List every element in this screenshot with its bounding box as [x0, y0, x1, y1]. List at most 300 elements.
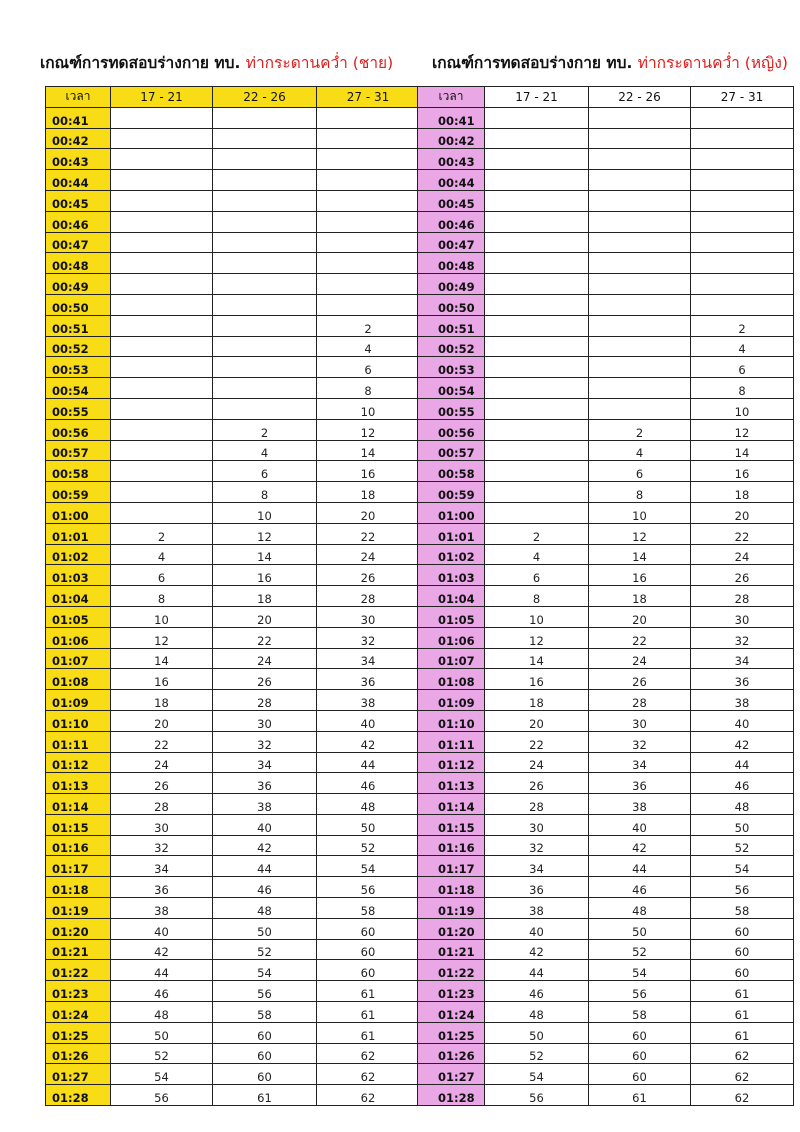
female-table-row — [418, 669, 794, 690]
female-score-cell: 28 — [589, 690, 691, 711]
female-score-cell: 40 — [691, 710, 794, 731]
male-score-cell — [111, 502, 213, 523]
male-score-cell: 20 — [213, 606, 317, 627]
female-score-cell — [589, 294, 691, 315]
female-table-row — [418, 835, 794, 856]
female-score-cell — [485, 378, 589, 399]
female-time-cell: 00:56 — [418, 419, 485, 440]
male-score-cell: 60 — [317, 918, 420, 939]
female-score-cell: 60 — [691, 939, 794, 960]
male-score-cell: 52 — [213, 939, 317, 960]
male-title-exercise: ท่ากระดานคว่ำ (ชาย) — [245, 54, 394, 72]
female-score-cell — [485, 170, 589, 191]
male-title-prefix: เกณฑ์การทดสอบร่างกาย ทบ. — [40, 54, 241, 72]
male-time-cell: 01:06 — [46, 627, 111, 648]
female-score-cell: 24 — [691, 544, 794, 565]
female-score-cell — [485, 128, 589, 149]
male-score-cell — [213, 128, 317, 149]
female-score-cell: 34 — [691, 648, 794, 669]
female-score-cell: 56 — [589, 981, 691, 1002]
male-table-row — [46, 877, 420, 898]
male-table-row — [46, 502, 420, 523]
female-time-cell: 01:19 — [418, 898, 485, 919]
female-score-cell: 44 — [589, 856, 691, 877]
female-score-cell: 56 — [485, 1085, 589, 1106]
female-score-cell: 18 — [589, 586, 691, 607]
male-score-cell: 56 — [111, 1085, 213, 1106]
male-score-cell: 32 — [111, 835, 213, 856]
male-table-row — [46, 232, 420, 253]
female-table-row — [418, 856, 794, 877]
female-time-cell: 00:44 — [418, 170, 485, 191]
male-score-cell: 30 — [317, 606, 420, 627]
female-score-cell — [485, 461, 589, 482]
male-score-cell: 2 — [317, 315, 420, 336]
female-table-row — [418, 794, 794, 815]
male-table-row — [46, 294, 420, 315]
female-score-cell: 32 — [589, 731, 691, 752]
female-time-cell: 01:24 — [418, 1002, 485, 1023]
male-score-cell: 46 — [213, 877, 317, 898]
female-time-cell: 00:50 — [418, 294, 485, 315]
female-score-cell: 44 — [485, 960, 589, 981]
male-score-cell — [111, 107, 213, 128]
male-score-cell: 36 — [317, 669, 420, 690]
female-table-row — [418, 1022, 794, 1043]
male-score-cell: 10 — [111, 606, 213, 627]
female-time-cell: 01:25 — [418, 1022, 485, 1043]
female-time-cell: 01:10 — [418, 710, 485, 731]
female-table-row — [418, 1064, 794, 1085]
male-time-cell: 00:41 — [46, 107, 111, 128]
male-score-cell — [111, 378, 213, 399]
male-score-cell: 48 — [317, 794, 420, 815]
male-time-cell: 01:01 — [46, 523, 111, 544]
male-score-cell: 14 — [111, 648, 213, 669]
female-score-cell — [589, 336, 691, 357]
female-score-cell: 2 — [691, 315, 794, 336]
female-table-row — [418, 336, 794, 357]
female-table-row — [418, 1002, 794, 1023]
male-score-cell: 32 — [213, 731, 317, 752]
male-score-cell: 16 — [111, 669, 213, 690]
male-score-cell: 62 — [317, 1043, 420, 1064]
female-time-cell: 01:06 — [418, 627, 485, 648]
female-score-cell: 60 — [589, 1022, 691, 1043]
female-title-prefix: เกณฑ์การทดสอบร่างกาย ทบ. — [432, 54, 633, 72]
female-score-cell: 61 — [691, 981, 794, 1002]
male-score-cell — [213, 107, 317, 128]
male-score-cell — [111, 211, 213, 232]
male-score-cell — [111, 419, 213, 440]
female-score-cell — [485, 482, 589, 503]
male-time-cell: 01:04 — [46, 586, 111, 607]
female-score-cell: 10 — [589, 502, 691, 523]
male-time-cell: 00:46 — [46, 211, 111, 232]
female-score-cell — [485, 502, 589, 523]
male-table-row — [46, 190, 420, 211]
male-table-row — [46, 960, 420, 981]
male-score-cell — [111, 274, 213, 295]
male-score-cell: 61 — [317, 981, 420, 1002]
male-score-cell: 14 — [317, 440, 420, 461]
male-time-cell: 00:57 — [46, 440, 111, 461]
female-table-row — [418, 419, 794, 440]
male-table-row — [46, 315, 420, 336]
female-time-cell: 01:22 — [418, 960, 485, 981]
female-score-cell: 34 — [589, 752, 691, 773]
female-score-cell: 60 — [589, 1064, 691, 1085]
male-score-cell: 20 — [111, 710, 213, 731]
female-time-cell: 01:28 — [418, 1085, 485, 1106]
male-score-cell: 6 — [213, 461, 317, 482]
female-score-cell: 12 — [589, 523, 691, 544]
female-table-row — [418, 461, 794, 482]
female-score-cell: 54 — [485, 1064, 589, 1085]
female-score-cell: 46 — [589, 877, 691, 898]
male-time-cell: 01:07 — [46, 648, 111, 669]
male-score-cell — [317, 294, 420, 315]
male-time-cell: 00:58 — [46, 461, 111, 482]
female-table-row — [418, 627, 794, 648]
female-score-cell: 48 — [485, 1002, 589, 1023]
female-table-row — [418, 502, 794, 523]
female-score-cell — [485, 107, 589, 128]
male-score-cell — [317, 274, 420, 295]
female-score-cell: 30 — [691, 606, 794, 627]
female-table-row — [418, 710, 794, 731]
male-time-cell: 01:17 — [46, 856, 111, 877]
female-score-cell: 8 — [485, 586, 589, 607]
male-score-cell — [213, 149, 317, 170]
male-score-cell: 12 — [213, 523, 317, 544]
male-table-row — [46, 627, 420, 648]
male-time-cell: 00:45 — [46, 190, 111, 211]
male-score-cell — [213, 398, 317, 419]
female-table-row — [418, 398, 794, 419]
male-score-cell — [213, 232, 317, 253]
female-score-cell: 8 — [589, 482, 691, 503]
male-score-cell: 24 — [213, 648, 317, 669]
male-score-cell: 28 — [317, 586, 420, 607]
female-score-cell: 52 — [589, 939, 691, 960]
female-score-cell: 2 — [485, 523, 589, 544]
male-time-cell: 00:53 — [46, 357, 111, 378]
male-score-cell: 60 — [213, 1022, 317, 1043]
male-time-cell: 00:49 — [46, 274, 111, 295]
male-score-cell: 28 — [111, 794, 213, 815]
female-score-cell: 2 — [589, 419, 691, 440]
male-col-age-22-26: 22 - 26 — [213, 87, 317, 108]
male-table-row — [46, 128, 420, 149]
male-score-cell: 36 — [213, 773, 317, 794]
male-score-cell: 50 — [111, 1022, 213, 1043]
male-score-cell — [213, 336, 317, 357]
female-score-cell — [589, 190, 691, 211]
male-score-cell: 18 — [317, 482, 420, 503]
female-table-row — [418, 128, 794, 149]
male-score-cell: 56 — [317, 877, 420, 898]
female-score-cell: 20 — [691, 502, 794, 523]
female-time-cell: 00:48 — [418, 253, 485, 274]
male-score-cell — [111, 315, 213, 336]
female-score-cell: 36 — [691, 669, 794, 690]
female-table-row — [418, 752, 794, 773]
female-table-row — [418, 149, 794, 170]
male-time-cell: 01:20 — [46, 918, 111, 939]
female-score-cell: 16 — [589, 565, 691, 586]
male-time-cell: 01:11 — [46, 731, 111, 752]
female-score-cell: 42 — [485, 939, 589, 960]
male-table-row — [46, 274, 420, 295]
male-score-cell — [111, 253, 213, 274]
male-score-cell — [111, 170, 213, 191]
female-score-cell: 50 — [691, 814, 794, 835]
female-score-cell: 18 — [485, 690, 589, 711]
male-time-cell: 00:56 — [46, 419, 111, 440]
female-score-cell: 12 — [691, 419, 794, 440]
female-score-cell: 62 — [691, 1085, 794, 1106]
female-score-cell: 22 — [691, 523, 794, 544]
male-table-row — [46, 773, 420, 794]
male-table-row — [46, 1002, 420, 1023]
male-table-row — [46, 1043, 420, 1064]
male-time-cell: 00:55 — [46, 398, 111, 419]
male-score-cell: 58 — [317, 898, 420, 919]
female-score-cell: 38 — [589, 794, 691, 815]
female-score-cell: 4 — [691, 336, 794, 357]
male-score-cell: 18 — [111, 690, 213, 711]
female-score-cell — [485, 398, 589, 419]
male-col-age-27-31: 27 - 31 — [317, 87, 420, 108]
male-table-row — [46, 1022, 420, 1043]
female-table-row — [418, 981, 794, 1002]
female-time-cell: 01:00 — [418, 502, 485, 523]
female-score-cell — [691, 232, 794, 253]
female-table-row — [418, 440, 794, 461]
female-score-cell — [485, 274, 589, 295]
female-score-cell: 8 — [691, 378, 794, 399]
male-time-cell: 01:13 — [46, 773, 111, 794]
male-time-cell: 01:08 — [46, 669, 111, 690]
female-score-cell: 6 — [485, 565, 589, 586]
male-score-cell — [111, 128, 213, 149]
female-score-cell — [485, 149, 589, 170]
male-score-cell: 46 — [111, 981, 213, 1002]
male-score-cell: 42 — [213, 835, 317, 856]
female-score-cell — [485, 294, 589, 315]
female-score-cell — [589, 378, 691, 399]
male-table-title — [40, 50, 393, 75]
male-score-cell: 44 — [213, 856, 317, 877]
male-score-cell: 12 — [111, 627, 213, 648]
male-time-cell: 00:51 — [46, 315, 111, 336]
male-table-row — [46, 606, 420, 627]
female-time-cell: 01:18 — [418, 877, 485, 898]
female-score-cell — [589, 315, 691, 336]
female-score-cell: 58 — [589, 1002, 691, 1023]
male-time-cell: 00:48 — [46, 253, 111, 274]
male-score-cell — [111, 294, 213, 315]
male-score-cell: 38 — [213, 794, 317, 815]
female-score-cell: 62 — [691, 1064, 794, 1085]
female-score-cell — [691, 190, 794, 211]
male-time-cell: 01:23 — [46, 981, 111, 1002]
male-score-cell: 2 — [213, 419, 317, 440]
male-score-cell — [317, 190, 420, 211]
female-time-cell: 00:42 — [418, 128, 485, 149]
female-score-cell: 22 — [589, 627, 691, 648]
female-score-cell — [589, 232, 691, 253]
female-score-cell: 61 — [691, 1002, 794, 1023]
male-score-cell: 46 — [317, 773, 420, 794]
male-score-cell: 42 — [317, 731, 420, 752]
male-score-cell: 8 — [317, 378, 420, 399]
female-time-cell: 01:07 — [418, 648, 485, 669]
male-score-cell — [111, 190, 213, 211]
male-table-row — [46, 939, 420, 960]
male-score-cell — [213, 211, 317, 232]
male-time-cell: 01:28 — [46, 1085, 111, 1106]
male-score-cell: 14 — [213, 544, 317, 565]
female-table-row — [418, 274, 794, 295]
female-table-body — [418, 107, 794, 1105]
female-time-cell: 01:04 — [418, 586, 485, 607]
male-table-row — [46, 731, 420, 752]
female-time-cell: 00:52 — [418, 336, 485, 357]
female-time-cell: 01:17 — [418, 856, 485, 877]
male-score-cell: 38 — [111, 898, 213, 919]
male-score-cell: 8 — [213, 482, 317, 503]
female-time-cell: 01:01 — [418, 523, 485, 544]
female-time-cell: 00:47 — [418, 232, 485, 253]
female-table-row — [418, 232, 794, 253]
female-score-cell: 32 — [691, 627, 794, 648]
male-score-cell: 36 — [111, 877, 213, 898]
female-criteria-table — [417, 86, 794, 1106]
male-table-row — [46, 669, 420, 690]
male-table-row — [46, 419, 420, 440]
male-col-time: เวลา — [46, 87, 111, 108]
female-time-cell: 01:02 — [418, 544, 485, 565]
female-col-time: เวลา — [418, 87, 485, 108]
female-score-cell — [485, 211, 589, 232]
female-score-cell — [589, 253, 691, 274]
male-score-cell: 60 — [317, 960, 420, 981]
male-header-row — [46, 87, 420, 108]
female-score-cell — [691, 107, 794, 128]
male-table-row — [46, 794, 420, 815]
male-time-cell: 00:54 — [46, 378, 111, 399]
male-table-row — [46, 1064, 420, 1085]
female-score-cell: 40 — [485, 918, 589, 939]
female-time-cell: 00:43 — [418, 149, 485, 170]
female-score-cell: 6 — [589, 461, 691, 482]
female-table-row — [418, 586, 794, 607]
female-score-cell — [589, 211, 691, 232]
female-score-cell — [691, 128, 794, 149]
female-time-cell: 01:03 — [418, 565, 485, 586]
female-score-cell — [589, 149, 691, 170]
female-time-cell: 01:05 — [418, 606, 485, 627]
male-score-cell: 50 — [213, 918, 317, 939]
male-table-row — [46, 378, 420, 399]
female-time-cell: 01:09 — [418, 690, 485, 711]
male-table-row — [46, 440, 420, 461]
female-score-cell — [589, 357, 691, 378]
female-score-cell — [485, 336, 589, 357]
male-score-cell — [111, 398, 213, 419]
male-score-cell: 60 — [213, 1064, 317, 1085]
male-score-cell — [317, 170, 420, 191]
female-table-row — [418, 253, 794, 274]
female-score-cell — [485, 232, 589, 253]
female-score-cell — [485, 253, 589, 274]
female-score-cell: 46 — [485, 981, 589, 1002]
male-score-cell: 61 — [317, 1022, 420, 1043]
male-score-cell — [213, 315, 317, 336]
male-table-row — [46, 710, 420, 731]
male-time-cell: 00:47 — [46, 232, 111, 253]
female-table-row — [418, 898, 794, 919]
male-score-cell — [111, 149, 213, 170]
female-score-cell — [485, 419, 589, 440]
male-score-cell — [111, 482, 213, 503]
female-table-row — [418, 170, 794, 191]
male-time-cell: 01:09 — [46, 690, 111, 711]
female-time-cell: 00:55 — [418, 398, 485, 419]
female-score-cell: 36 — [589, 773, 691, 794]
male-table-row — [46, 752, 420, 773]
male-table-row — [46, 586, 420, 607]
male-score-cell: 4 — [111, 544, 213, 565]
female-score-cell — [485, 440, 589, 461]
male-table-row — [46, 835, 420, 856]
female-score-cell — [589, 398, 691, 419]
female-score-cell — [691, 211, 794, 232]
female-time-cell: 00:53 — [418, 357, 485, 378]
male-score-cell: 42 — [111, 939, 213, 960]
female-score-cell: 10 — [691, 398, 794, 419]
male-table-row — [46, 211, 420, 232]
male-score-cell: 60 — [317, 939, 420, 960]
male-score-cell: 40 — [111, 918, 213, 939]
male-score-cell: 58 — [213, 1002, 317, 1023]
female-table-row — [418, 731, 794, 752]
male-score-cell: 22 — [213, 627, 317, 648]
female-score-cell — [589, 170, 691, 191]
male-time-cell: 01:25 — [46, 1022, 111, 1043]
female-table-row — [418, 814, 794, 835]
male-time-cell: 00:42 — [46, 128, 111, 149]
female-score-cell: 6 — [691, 357, 794, 378]
female-score-cell: 54 — [691, 856, 794, 877]
female-table-row — [418, 918, 794, 939]
male-table-row — [46, 170, 420, 191]
female-score-cell: 61 — [691, 1022, 794, 1043]
female-score-cell — [485, 190, 589, 211]
female-score-cell: 46 — [691, 773, 794, 794]
male-score-cell — [317, 232, 420, 253]
female-score-cell: 10 — [485, 606, 589, 627]
male-score-cell: 30 — [213, 710, 317, 731]
female-score-cell — [589, 128, 691, 149]
female-table-row — [418, 523, 794, 544]
female-table-title — [432, 50, 788, 75]
male-time-cell: 01:24 — [46, 1002, 111, 1023]
male-score-cell: 40 — [317, 710, 420, 731]
female-time-cell: 00:57 — [418, 440, 485, 461]
